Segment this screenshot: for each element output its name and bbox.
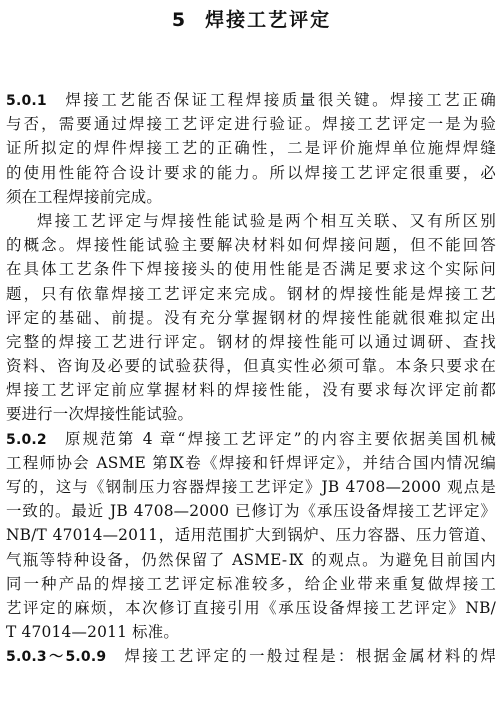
text-line [6, 548, 496, 572]
line-text: 的概念。焊接性能试验主要解决材料如何焊接问题，但不能回答 [6, 236, 496, 255]
chapter-title-text: 焊接工艺评定 [205, 9, 332, 31]
line-text: 要进行一次焊接性能试验。 [6, 405, 194, 424]
text-line [6, 136, 496, 160]
text-line [6, 620, 496, 644]
text-line [6, 354, 496, 378]
text-line [6, 475, 496, 499]
text-line [6, 233, 496, 257]
line-text: 写的，这与《钢制压力容器焊接工艺评定》JB 4708—2000 观点是 [6, 478, 496, 496]
text-line [6, 257, 496, 281]
clause-number: 5.0.3～5.0.9 [6, 649, 107, 666]
clause-line [6, 88, 496, 112]
line-text: 与否，需要通过焊接工艺评定进行验证。焊接工艺评定一是为验 [6, 115, 496, 134]
line-text: 的使用性能符合设计要求的能力。所以焊接工艺评定很重要，必 [6, 163, 496, 182]
line-text: 须在工程焊接前完成。 [6, 187, 162, 206]
text-line [6, 282, 496, 306]
clause-number: 5.0.2 [6, 431, 47, 448]
line-text: 工程师协会 ASME 第Ⅸ卷《焊接和钎焊评定》，并结合国内情况编 [6, 453, 496, 472]
text-line [6, 499, 496, 523]
text-line [6, 209, 496, 233]
text-line [6, 330, 496, 354]
line-text: 焊接工艺能否保证工程焊接质量很关键。焊接工艺正确 [62, 91, 496, 109]
line-text: 同一种产品的焊接工艺评定标准较多，给企业带来重复做焊接工 [6, 574, 496, 593]
clause-line [6, 427, 496, 451]
text-line [6, 306, 496, 330]
text-line [6, 572, 496, 596]
line-text: 在具体工艺条件下焊接接头的使用性能是否满足要求这个实际问 [6, 260, 496, 279]
line-text: T 47014—2011 标准。 [6, 623, 179, 642]
clause-line [6, 644, 496, 668]
text-line [6, 161, 496, 185]
text-line [6, 185, 496, 209]
line-text: 完整的焊接工艺进行评定。钢材的焊接性能可以通过调研、查找 [6, 332, 496, 351]
text-line [6, 451, 496, 475]
line-text: 证所拟定的焊件焊接工艺的正确性，二是评价施焊单位施焊焊缝 [6, 139, 496, 158]
line-text: 资料、咨询及必要的试验获得，但真实性必须可靠。本条只要求在 [6, 357, 496, 376]
chapter-number: 5 [171, 9, 188, 31]
body-text [6, 88, 496, 669]
line-text: 题，只有依靠焊接工艺评定来完成。钢材的焊接性能是焊接工艺 [6, 284, 496, 303]
line-text: NB/T 47014—2011，适用范围扩大到锅炉、压力容器、压力管道、 [6, 526, 496, 545]
line-text: 焊接工艺评定的一般过程是：根据金属材料的焊 [122, 647, 496, 666]
line-text: 焊接工艺评定前应掌握材料的焊接性能，没有要求每次评定前都 [6, 381, 496, 400]
line-text: 评定的基础、前提。没有充分掌握钢材的焊接性能就很难拟定出 [6, 308, 496, 327]
line-text: 焊接工艺评定与焊接性能试验是两个相互关联、又有所区别 [37, 211, 496, 230]
text-line [6, 112, 496, 136]
text-line [6, 596, 496, 620]
line-text: 一致的。最近 JB 4708—2000 已修订为《承压设备焊接工艺评定》 [6, 502, 496, 521]
text-line [6, 523, 496, 547]
line-text: 气瓶等特种设备，仍然保留了 ASME-Ⅸ 的观点。为避免目前国内 [6, 550, 496, 569]
chapter-title [0, 8, 503, 32]
line-text: 艺评定的麻烦，本次修订直接引用《承压设备焊接工艺评定》NB/ [6, 598, 496, 617]
text-line [6, 378, 496, 402]
line-text: 原规范第 4 章“焊接工艺评定”的内容主要依据美国机械 [62, 429, 496, 448]
text-line [6, 402, 496, 426]
clause-number: 5.0.1 [6, 93, 47, 109]
